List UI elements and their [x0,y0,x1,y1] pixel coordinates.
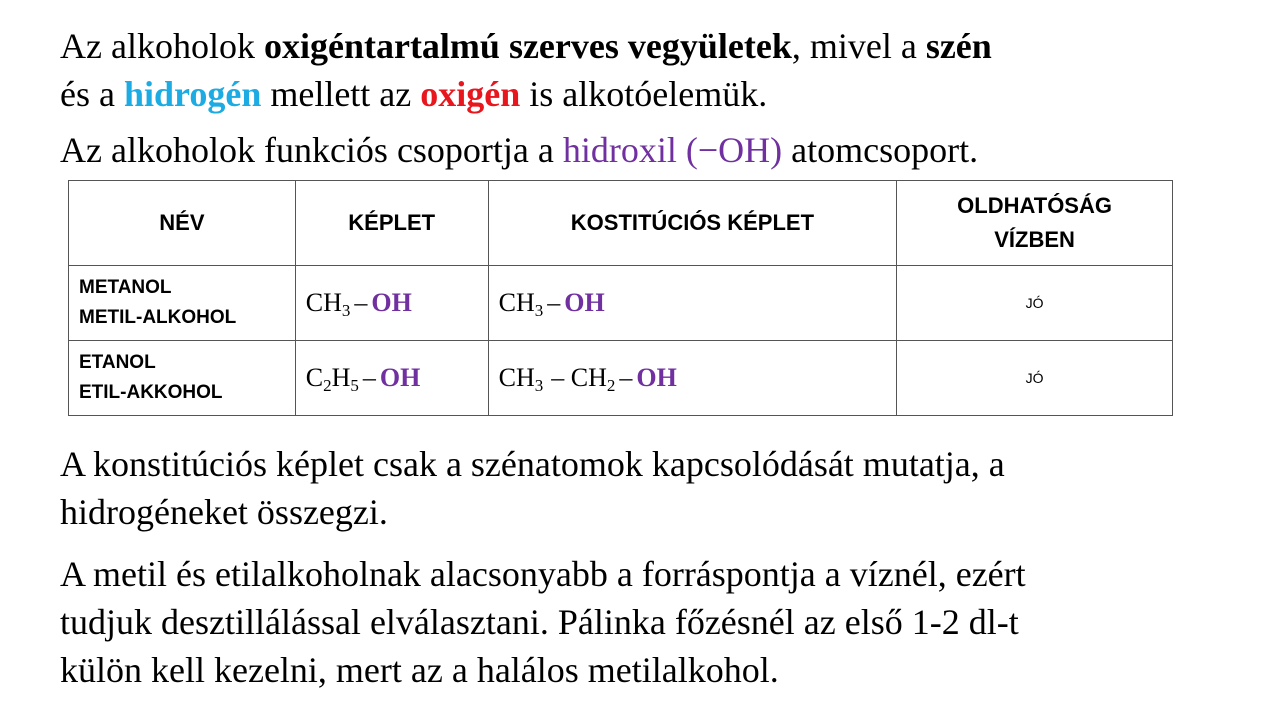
table-row [69,266,1173,341]
bond-dash: – [547,288,561,317]
intro-text: is alkotóelemük. [520,74,768,114]
name-secondary: ETIL-AKKOHOL [79,382,223,403]
intro-text: mellett az [261,74,421,114]
intro-paragraph [60,22,992,118]
constitutional-note [60,440,1005,536]
formula-part: CH [498,288,535,317]
intro-text: Az alkoholok [60,26,264,66]
hydroxyl-group: OH [379,363,421,392]
formula-part: – CH [551,363,607,392]
functional-group-line [60,126,978,174]
note-line: tudjuk desztillálással elválasztani. Pálinka főzésnél az első 1-2 dl-t [60,602,1019,642]
formula-subscript: 3 [341,301,351,320]
bond-dash: – [362,363,376,392]
row-formula [295,341,488,416]
formula-part: CH [305,288,342,317]
header-solubility [897,181,1173,266]
functional-text: atomcsoport. [782,130,979,170]
hydrogen-word: hidrogén [123,74,262,114]
header-formula: KÉPLET [295,181,488,266]
hydroxyl-group: OH [564,288,605,317]
row-constitutional [488,341,897,416]
intro-bold-text: oxigéntartalmú szerves vegyületek [263,26,792,66]
alcohol-table [68,180,1173,416]
header-solubility-line1: OLDHATÓSÁG [957,193,1112,218]
table-row [69,341,1173,416]
name-primary: METANOL [79,277,172,298]
bond-dash: – [619,363,633,392]
note-line: külön kell kezelni, mert az a halálos metilalkohol. [60,650,779,690]
row-solubility: JÓ [897,266,1173,341]
formula-subscript: 5 [350,376,359,395]
formula-subscript: 3 [534,301,544,320]
row-formula [295,266,488,341]
hydroxyl-group: OH [371,288,412,317]
note-line: A metil és etilalkoholnak alacsonyabb a forráspontja a víznél, ezért [60,554,1026,594]
note-line: A konstitúciós képlet csak a szénatomok kapcsolódását mutatja, a [60,444,1005,484]
bond-dash: – [354,288,368,317]
formula-part: CH [498,363,535,392]
formula-subscript: 2 [323,376,332,395]
intro-text: , mivel a [791,26,926,66]
header-solubility-line2: VÍZBEN [994,227,1075,252]
functional-text: Az alkoholok funkciós csoportja a [60,130,563,170]
hydroxyl-group: OH [636,363,677,392]
row-constitutional [488,266,897,341]
carbon-word: szén [925,26,992,66]
intro-line-2 [60,70,992,118]
formula-subscript: 2 [606,376,616,395]
hydroxyl-highlight: hidroxil (−OH) [562,130,783,170]
formula-part: H [331,363,351,392]
intro-text: és a [60,74,124,114]
header-name: NÉV [69,181,296,266]
note-line: hidrogéneket összegzi. [60,492,388,532]
formula-part: C [305,363,324,392]
name-primary: ETANOL [79,352,156,373]
name-secondary: METIL-ALKOHOL [79,307,237,328]
formula-subscript: 3 [534,376,544,395]
table-header-row [69,181,1173,266]
intro-line-1 [60,22,992,70]
boiling-point-note [60,550,1026,694]
row-name [69,266,296,341]
header-constitutional: KOSTITÚCIÓS KÉPLET [488,181,897,266]
row-name [69,341,296,416]
oxygen-word: oxigén [420,74,521,114]
row-solubility: JÓ [897,341,1173,416]
